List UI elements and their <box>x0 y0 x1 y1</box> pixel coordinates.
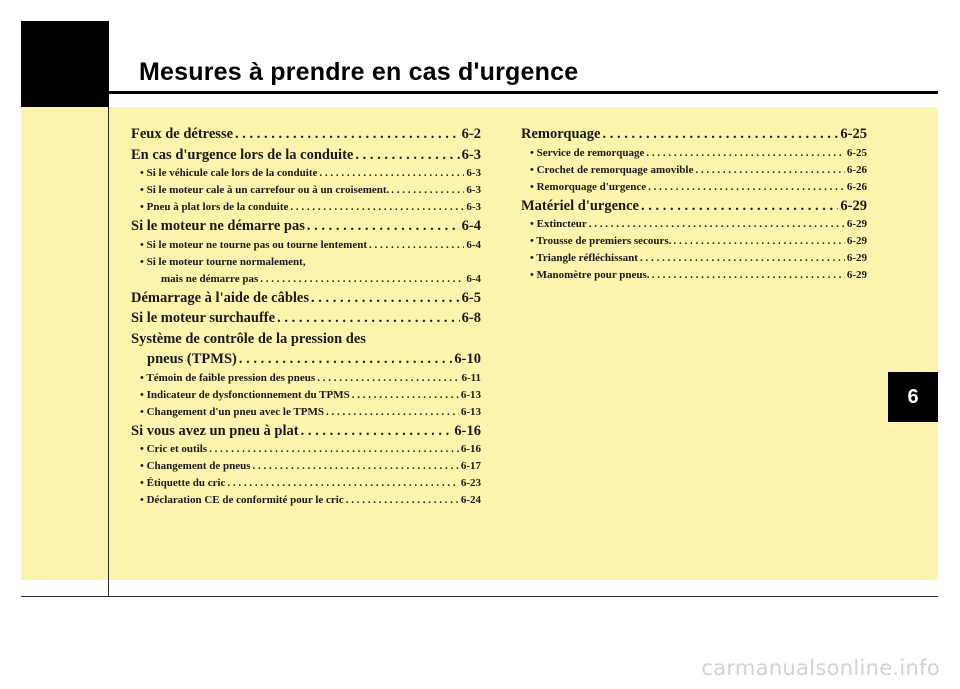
toc-page-number: 6-25 <box>840 126 867 142</box>
dot-leader <box>589 216 845 233</box>
toc-subentry[interactable] <box>131 404 481 421</box>
toc-subentry[interactable] <box>521 162 867 179</box>
dot-leader <box>260 271 464 288</box>
toc-entry-title: • Triangle réfléchissant <box>530 252 638 264</box>
toc-subentry[interactable] <box>521 250 867 267</box>
dot-leader <box>253 458 459 475</box>
toc-subentry[interactable] <box>131 271 481 288</box>
toc-page-number: 6-29 <box>846 252 867 264</box>
toc-subentry[interactable] <box>131 237 481 254</box>
toc-page-number: 6-24 <box>460 494 481 506</box>
dot-leader <box>227 475 458 492</box>
toc-page-number: 6-16 <box>460 443 481 455</box>
toc-entry-title: • Déclaration CE de conformité pour le cric <box>140 494 344 506</box>
toc-page-number: 6-17 <box>460 460 481 472</box>
toc-entry[interactable] <box>131 125 481 145</box>
toc-entry[interactable] <box>131 217 481 237</box>
toc-entry-title: • Remorquage d'urgence <box>530 180 647 193</box>
chapter-header-block <box>21 21 109 107</box>
toc-entry-title: • Pneu à plat lors de la conduite <box>140 201 289 213</box>
toc-page-number: 6-26 <box>846 180 867 193</box>
toc-subentry[interactable] <box>131 182 481 199</box>
toc-entry-title: • Changement d'un pneu avec le TPMS <box>140 405 324 418</box>
dot-leader <box>317 370 459 387</box>
dot-leader <box>673 233 844 250</box>
toc-entry-title: pneus (TPMS) <box>147 351 237 367</box>
toc-page-number: 6-13 <box>460 388 481 401</box>
toc-page-number: 6-4 <box>466 238 481 251</box>
toc-entry-title: • Extincteur <box>530 218 587 230</box>
toc-entry[interactable] <box>131 350 481 370</box>
toc-subentry[interactable] <box>521 233 867 250</box>
toc-entry-title: • Trousse de premiers secours. <box>530 235 672 247</box>
toc-subentry[interactable] <box>521 145 867 162</box>
toc-subentry[interactable] <box>131 387 481 404</box>
dot-leader <box>326 404 459 421</box>
dot-leader <box>640 250 845 267</box>
toc-page-number: 6-26 <box>846 163 867 176</box>
toc-right-column <box>521 124 867 284</box>
toc-entry[interactable] <box>131 422 481 442</box>
dot-leader <box>319 165 464 182</box>
toc-entry-title: • Changement de pneus <box>140 460 251 472</box>
dot-leader <box>290 199 464 216</box>
toc-entry-title: • Témoin de faible pression des pneus <box>140 371 316 384</box>
toc-subentry[interactable] <box>131 475 481 492</box>
margin-divider <box>108 107 109 596</box>
dot-leader <box>239 350 453 370</box>
toc-page-number: 6-25 <box>846 146 867 159</box>
dot-leader <box>652 267 845 284</box>
toc-subentry[interactable]: • Si le moteur tourne normalement, <box>140 255 306 268</box>
dot-leader <box>352 387 459 404</box>
toc-entry[interactable] <box>131 146 481 166</box>
toc-subentry[interactable] <box>521 216 867 233</box>
toc-entry-title: En cas d'urgence lors de la conduite <box>131 146 354 163</box>
toc-entry-title: • Crochet de remorquage amovible <box>530 163 694 176</box>
toc-page-number: 6-3 <box>466 201 481 213</box>
dot-leader <box>602 125 838 145</box>
dot-leader <box>646 145 844 162</box>
toc-left-column <box>131 124 481 509</box>
toc-page-number: 6-29 <box>846 269 867 281</box>
toc-entry-title: mais ne démarre pas <box>161 272 259 285</box>
toc-entry[interactable] <box>131 289 481 309</box>
toc-entry-title: • Cric et outils <box>140 443 208 455</box>
toc-page-number: 6-10 <box>454 351 481 367</box>
toc-subentry[interactable] <box>131 165 481 182</box>
toc-subentry[interactable] <box>131 458 481 475</box>
dot-leader <box>311 289 460 309</box>
toc-page-number: 6-2 <box>461 126 481 142</box>
toc-entry-title: • Service de remorquage <box>530 146 645 159</box>
title-underline <box>109 91 938 94</box>
toc-entry-title: • Si le véhicule cale lors de la conduite <box>140 167 318 179</box>
toc-page-number: 6-3 <box>466 184 481 196</box>
toc-subentry[interactable] <box>131 370 481 387</box>
dot-leader <box>648 179 845 196</box>
toc-entry-title: Si le moteur surchauffe <box>131 310 276 326</box>
toc-subentry[interactable] <box>131 199 481 216</box>
bottom-divider <box>21 596 938 597</box>
toc-entry-title: • Si le moteur cale à un carrefour ou à un croisement. <box>140 184 390 196</box>
toc-page-number: 6-3 <box>461 146 481 163</box>
page-title: Mesures à prendre en cas d'urgence <box>139 58 579 86</box>
toc-page-number: 6-5 <box>461 289 481 306</box>
toc-page-number: 6-23 <box>460 477 481 489</box>
toc-page-number: 6-8 <box>461 310 481 326</box>
toc-entry[interactable]: Système de contrôle de la pression des <box>131 330 366 347</box>
toc-page-number: 6-4 <box>466 272 481 285</box>
dot-leader <box>641 197 838 217</box>
toc-entry[interactable] <box>521 197 867 217</box>
toc-entry-title: • Manomètre pour pneus. <box>530 269 650 281</box>
dot-leader <box>391 182 464 199</box>
toc-subentry[interactable] <box>521 179 867 196</box>
dot-leader <box>301 422 453 442</box>
toc-entry-title: Remorquage <box>521 126 601 142</box>
toc-entry-title: Feux de détresse <box>131 126 234 142</box>
toc-entry-title: Si vous avez un pneu à plat <box>131 422 299 439</box>
toc-entry-title: • Étiquette du cric <box>140 477 226 489</box>
dot-leader <box>695 162 844 179</box>
toc-subentry[interactable] <box>131 441 481 458</box>
dot-leader <box>277 309 460 329</box>
toc-entry-title: Matériel d'urgence <box>521 197 639 214</box>
toc-subentry[interactable] <box>131 492 481 509</box>
toc-page-number: 6-13 <box>460 405 481 418</box>
toc-subentry[interactable] <box>521 267 867 284</box>
toc-page-number: 6-29 <box>846 218 867 230</box>
toc-page-number: 6-4 <box>461 218 481 234</box>
toc-page-number: 6-29 <box>846 235 867 247</box>
toc-entry-title: • Indicateur de dysfonctionnement du TPMS <box>140 388 350 401</box>
dot-leader <box>369 237 464 254</box>
toc-entry-title: • Si le moteur ne tourne pas ou tourne lentement <box>140 238 367 251</box>
chapter-tab[interactable]: 6 <box>888 372 938 422</box>
toc-page-number: 6-11 <box>461 371 481 384</box>
toc-entry-title: Si le moteur ne démarre pas <box>131 218 305 234</box>
toc-page-number: 6-16 <box>454 422 481 439</box>
dot-leader <box>235 125 460 145</box>
toc-entry[interactable] <box>521 125 867 145</box>
dot-leader <box>355 146 459 166</box>
toc-entry-title: Démarrage à l'aide de câbles <box>131 289 309 306</box>
toc-page-number: 6-29 <box>840 197 867 214</box>
watermark: carmanualsonline.info <box>701 656 940 680</box>
dot-leader <box>209 441 459 458</box>
toc-page-number: 6-3 <box>466 167 481 179</box>
toc-entry[interactable] <box>131 309 481 329</box>
dot-leader <box>307 217 460 237</box>
dot-leader <box>346 492 459 509</box>
